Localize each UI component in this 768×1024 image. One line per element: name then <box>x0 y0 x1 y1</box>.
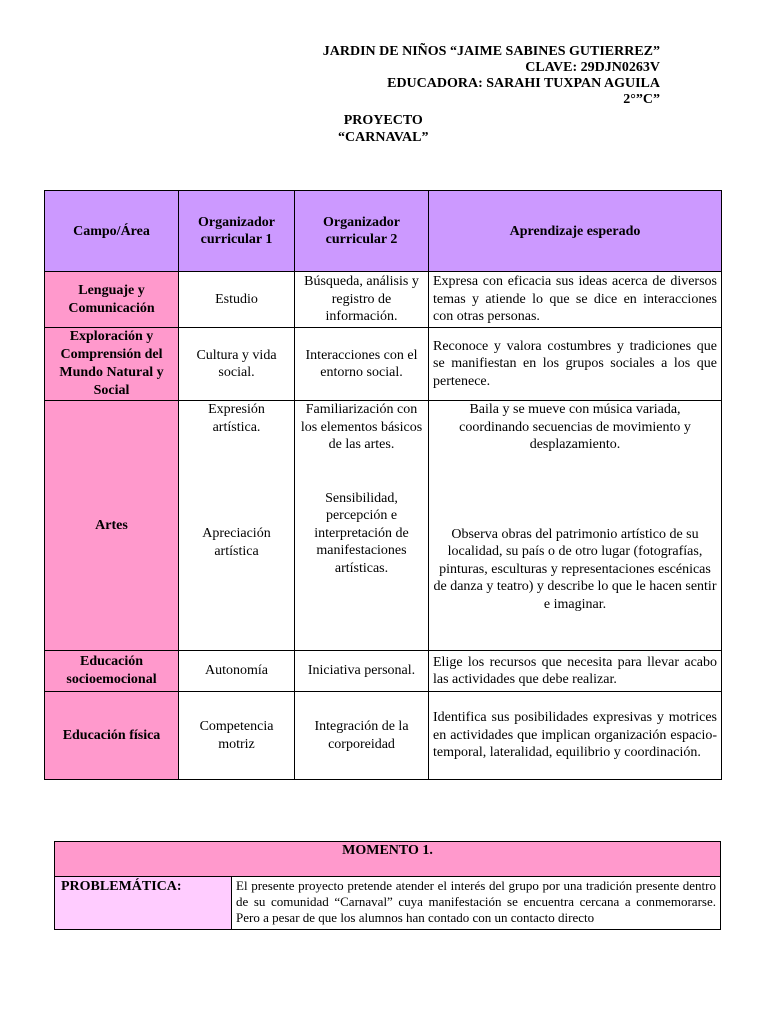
area-cell: Educación socioemocional <box>45 651 179 692</box>
teacher-name: EDUCADORA: SARAHI TUXPAN AGUILA <box>387 76 660 91</box>
table-row <box>45 692 722 780</box>
table-row <box>45 272 722 328</box>
aprendizaje-baila: Baila y se mueve con música variada, coordinando secuencias de movimiento y desplazamiento. <box>459 402 691 452</box>
school-clave: CLAVE: 29DJN0263V <box>525 60 660 75</box>
momento-title-row <box>55 842 721 877</box>
header-aprendizaje: Aprendizaje esperado <box>429 191 722 272</box>
org1-expresion: Expresión artística. <box>208 402 265 435</box>
school-name: JARDIN DE NIÑOS “JAIME SABINES GUTIERREZ” <box>322 44 660 59</box>
org1-cell: Estudio <box>179 272 295 328</box>
org2-cell: Búsqueda, análisis y registro de información. <box>295 272 429 328</box>
org2-familiarizacion: Familiarización con los elementos básicos de las artes. <box>300 402 423 452</box>
org1-cell <box>179 401 295 651</box>
aprendizaje-cell: Identifica sus posibilidades expresivas y motrices en actividades que implican organización espacio-temporal, lateralidad, equilibrio y coordinación. <box>429 692 722 780</box>
table-row <box>45 401 722 651</box>
momento-problem-row <box>55 877 721 930</box>
header-org1: Organizador curricular 1 <box>179 191 295 272</box>
org1-cell: Competencia motriz <box>179 692 295 780</box>
area-cell: Exploración y Comprensión del Mundo Natural y Social <box>45 328 179 401</box>
org2-cell <box>295 401 429 651</box>
project-label: PROYECTO <box>343 113 423 128</box>
header-org2: Organizador curricular 2 <box>295 191 429 272</box>
aprendizaje-cell: Reconoce y valora costumbres y tradiciones que se manifiestan en los grupos sociales a los que pertenece. <box>429 328 722 401</box>
document-header <box>323 44 660 108</box>
org2-cell: Integración de la corporeidad <box>295 692 429 780</box>
table-row <box>45 328 722 401</box>
problematica-label: PROBLEMÁTICA: <box>55 877 232 930</box>
momento-table <box>54 841 721 930</box>
org1-apreciacion: Apreciación artística <box>202 526 271 559</box>
table-row <box>45 651 722 692</box>
aprendizaje-cell <box>429 401 722 651</box>
project-name: “CARNAVAL” <box>338 130 429 145</box>
org2-cell: Interacciones con el entorno social. <box>295 328 429 401</box>
aprendizaje-cell: Expresa con eficacia sus ideas acerca de diversos temas y atiende lo que se dice en interacciones con otras personas. <box>429 272 722 328</box>
aprendizaje-cell: Elige los recursos que necesita para llevar acabo las actividades que debe realizar. <box>429 651 722 692</box>
area-cell: Educación física <box>45 692 179 780</box>
area-cell: Artes <box>45 401 179 651</box>
table-header-row <box>45 191 722 272</box>
momento-title: MOMENTO 1. <box>55 842 721 877</box>
problematica-text: El presente proyecto pretende atender el interés del grupo por una tradición presente dentro de su comunidad “Carnaval” cuya manifestación se encuentra cercana a conmemorarse. Pero a pesar de que los alumnos han contado con un contacto directo <box>232 877 721 930</box>
project-title <box>338 112 429 146</box>
org1-cell: Autonomía <box>179 651 295 692</box>
org2-cell: Iniciativa personal. <box>295 651 429 692</box>
aprendizaje-observa: Observa obras del patrimonio artístico de su localidad, su país o de otro lugar (fotografías, pinturas, esculturas y representaciones escénicas de danza y teatro) y describe lo que le hacen sentir e imaginar. <box>433 526 717 612</box>
planning-table <box>44 190 722 780</box>
area-cell: Lenguaje y Comunicación <box>45 272 179 328</box>
group-label: 2°”C” <box>623 92 660 107</box>
org2-sensibilidad: Sensibilidad, percepción e interpretación de manifestaciones artísticas. <box>314 490 409 576</box>
header-campo: Campo/Área <box>45 191 179 272</box>
org1-cell: Cultura y vida social. <box>179 328 295 401</box>
